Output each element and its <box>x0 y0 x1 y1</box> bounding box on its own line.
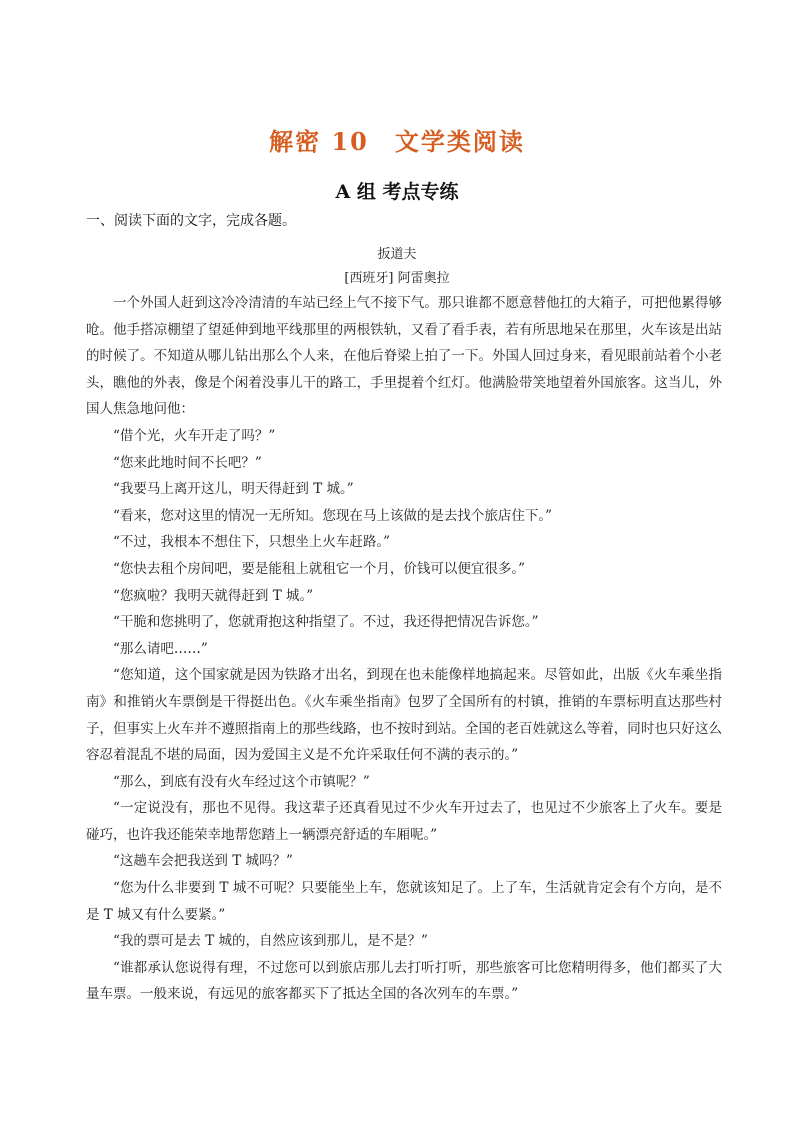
paragraph: “您疯啦？我明天就得赶到 T 城。” <box>113 587 314 604</box>
paragraph: “那么，到底有没有火车经过这个市镇呢？” <box>113 773 370 790</box>
paragraph: “借个光，火车开走了吗？” <box>113 427 276 444</box>
paragraph: “您为什么非要到 T 城不可呢？只要能坐上车，您就该知足了。上了车，生活就肯定会有个方向，是不是 T 城又有什么要紧。” <box>86 880 722 923</box>
paragraph: “您来此地时间不长吧？” <box>113 454 262 471</box>
paragraph: “不过，我根本不想住下，只想坐上火车赶路。” <box>113 534 391 551</box>
story-author: [西班牙] 阿雷奥拉 <box>344 271 450 286</box>
paragraph: “那么请吧……” <box>113 640 208 657</box>
page-title: 解密 10 文学类阅读 <box>269 127 525 156</box>
paragraph: “您快去租个房间吧，要是能租上就租它一个月，价钱可以便宜很多。” <box>113 560 526 577</box>
paragraph: “我要马上离开这儿，明天得赶到 T 城。” <box>113 481 354 498</box>
paragraph: “这趟车会把我送到 T 城吗？” <box>113 853 293 870</box>
paragraph: “您知道，这个国家就是因为铁路才出名，到现在也未能像样地搞起来。尽管如此，出版《火车乘坐指南》和推销火车票倒是干得挺出色。《火车乘坐指南》包罗了全国所有的村镇，推销的车票标明直达那些村子，但事实上火车并不遵照指南上的那些线路，也不按时到站。全国的老百姓就这么等着，同时也只好这么容忍着混乱不堪的局面，因为爱国主义是不允许采取任何不满的表示的。” <box>86 667 722 764</box>
question-instruction: 一、阅读下面的文字，完成各题。 <box>86 213 296 229</box>
paragraph: “干脆和您挑明了，您就甭抱这种指望了。不过，我还得把情况告诉您。” <box>113 614 539 631</box>
paragraph: “一定说没有，那也不见得。我这辈子还真看见过不少火车开过去了，也见过不少旅客上了火车。要是碰巧，也许我还能荣幸地帮您踏上一辆漂亮舒适的车厢呢。” <box>86 800 722 843</box>
section-subtitle: A 组 考点专练 <box>335 181 459 203</box>
paragraph: “看来，您对这里的情况一无所知。您现在马上该做的是去找个旅店住下。” <box>113 507 553 524</box>
paragraph: “我的票可是去 T 城的，自然应该到那儿，是不是？” <box>113 933 428 950</box>
story-body <box>86 290 722 1008</box>
paragraph: 一个外国人赶到这冷冷清清的车站已经上气不接下气。那只谁都不愿意替他扛的大箱子，可把他累得够呛。他手搭凉棚望了望延伸到地平线那里的两根铁轨，又看了看手表，若有所思地呆在那里，火车该是出站的时候了。不知道从哪儿钻出那么个人来，在他后脊梁上拍了一下。外国人回过身来，看见眼前站着个小老头，瞧他的外表，像是个闲着没事儿干的路工，手里提着个红灯。他满脸带笑地望着外国旅客。这当儿，外国人焦急地问他： <box>86 295 722 418</box>
story-title: 扳道夫 <box>377 247 417 262</box>
paragraph: “谁都承认您说得有理，不过您可以到旅店那儿去打听打听，那些旅客可比您精明得多，他们都买了大量车票。一般来说，有远见的旅客都买下了抵达全国的各次列车的车票。” <box>86 959 722 1003</box>
